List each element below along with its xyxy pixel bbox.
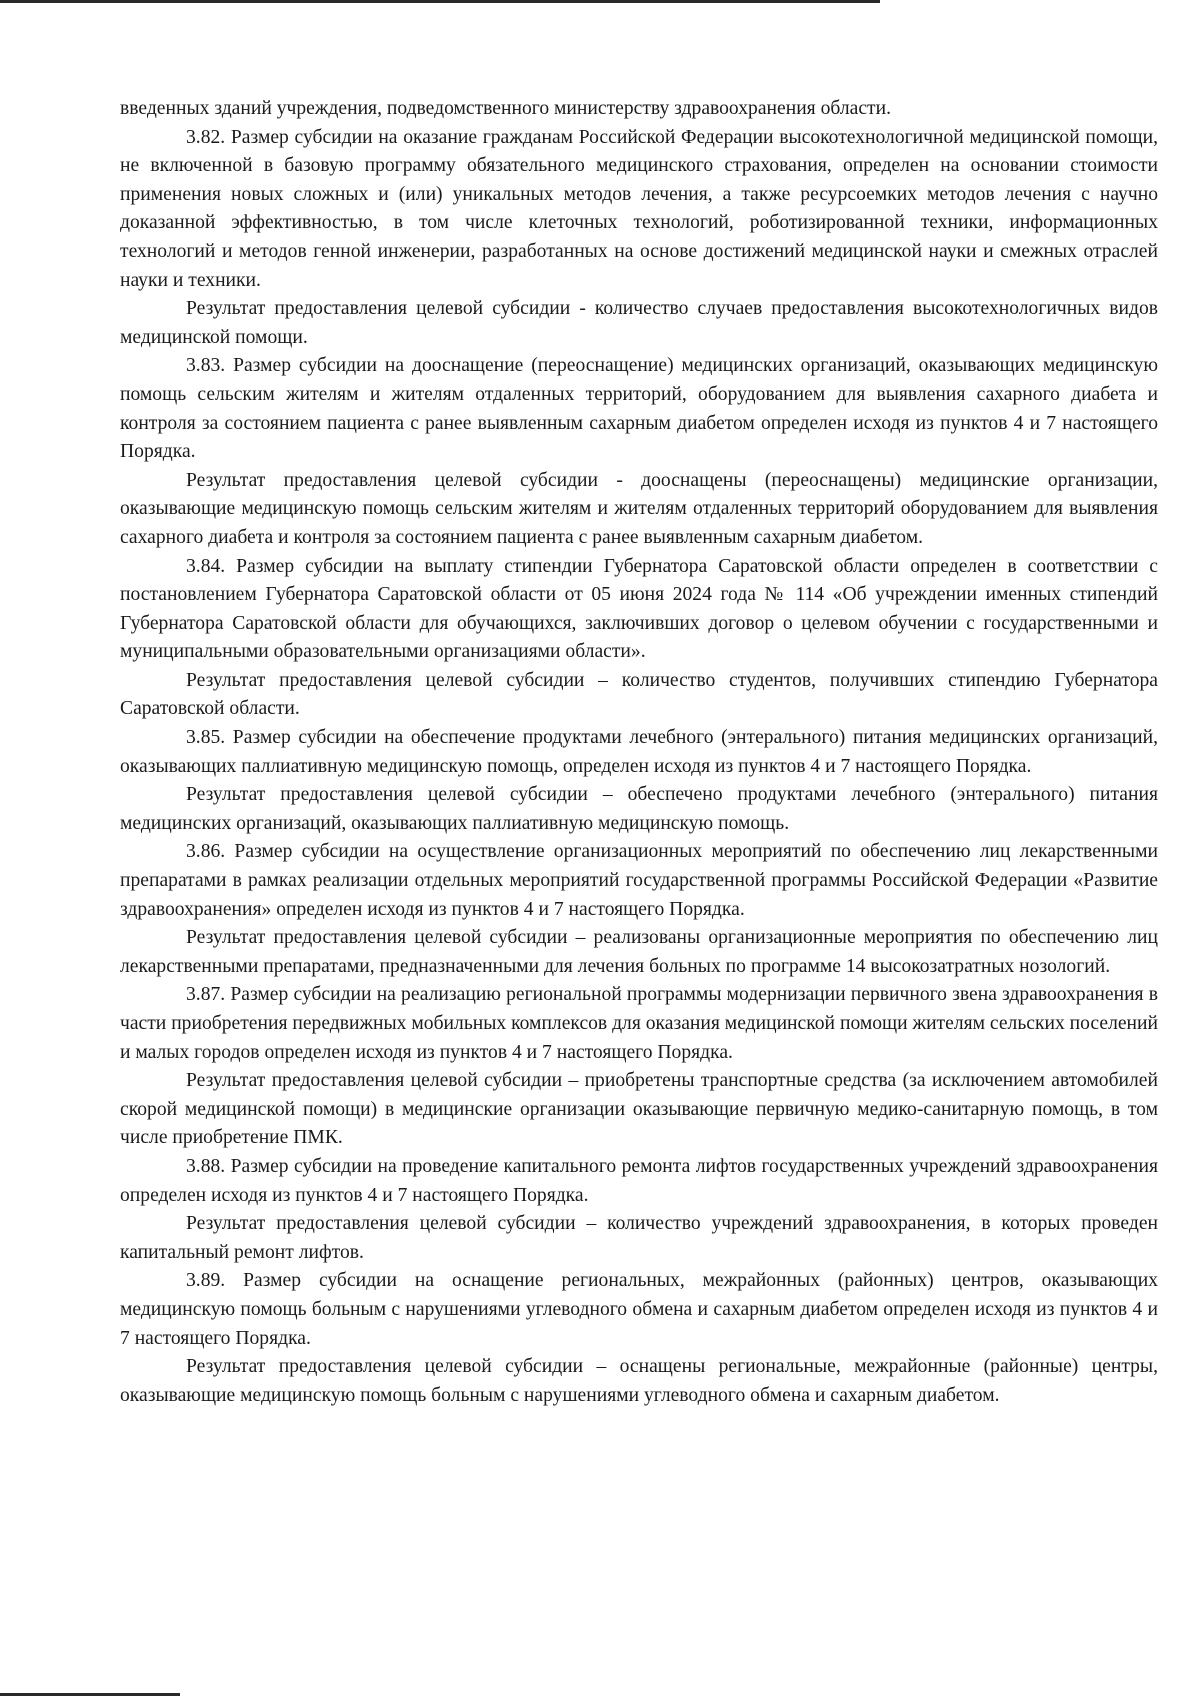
result-3-85: Результат предоставления целевой субсидии – обеспечено продуктами лечебного (энтерального) питания медицинских организаций, оказывающих паллиативную медицинскую помощь.: [120, 784, 1158, 834]
clause-3-83: 3.83. Размер субсидии на дооснащение (переоснащение) медицинских организаций, оказывающих медицинскую помощь сельским жителям и жителям отдаленных территорий, оборудованием для выявления сахарного диабета и контроля за состоянием пациента с ранее выявленным сахарным диабетом определен исходя из пунктов 4 и 7 настоящего Порядка.: [120, 355, 1158, 463]
clause-3-88: 3.88. Размер субсидии на проведение капитального ремонта лифтов государственных учреждений здравоохранения определен исходя из пунктов 4 и 7 настоящего Порядка.: [120, 1155, 1158, 1206]
document-page: [120, 95, 1158, 1410]
clause-3-86: 3.86. Размер субсидии на осуществление организационных мероприятий по обеспечению лиц лекарственными препаратами в рамках реализации отдельных мероприятий государственной программы Российской Федерации «Развитие здравоохранения» определен исходя из пунктов 4 и 7 настоящего Порядка.: [120, 841, 1158, 920]
clause-3-82: 3.82. Размер субсидии на оказание гражданам Российской Федерации высокотехнологичной медицинской помощи, не включенной в базовую программу обязательного медицинского страхования, определен на основании стоимости применения новых сложных и (или) уникальных методов лечения, а также ресурсоемких методов лечения с научно доказанной эффективностью, в том числе клеточных технологий, роботизированной техники, информационных технологий и методов генной инженерии, разработанных на основе достижений медицинской науки и смежных отраслей науки и техники.: [120, 126, 1158, 291]
clause-3-87: 3.87. Размер субсидии на реализацию региональной программы модернизации первичного звена здравоохранения в части приобретения передвижных мобильных комплексов для оказания медицинской помощи жителям сельских поселений и малых городов определен исходя из пунктов 4 и 7 настоящего Порядка.: [120, 984, 1158, 1063]
clause-3-85: 3.85. Размер субсидии на обеспечение продуктами лечебного (энтерального) питания медицинских организаций, оказывающих паллиативную медицинскую помощь, определен исходя из пунктов 4 и 7 настоящего Порядка.: [120, 727, 1158, 777]
clause-3-84: 3.84. Размер субсидии на выплату стипендии Губернатора Саратовской области определен в соответствии с постановлением Губернатора Саратовской области от 05 июня 2024 года № 114 «Об учреждении именных стипендий Губернатора Саратовской области для обучающихся, заключивших договор о целевом обучении с государственными и муниципальными образовательными организациями области».: [120, 555, 1158, 663]
top-rule: [0, 0, 880, 3]
result-3-89: Результат предоставления целевой субсидии – оснащены региональные, межрайонные (районные) центры, оказывающие медицинскую помощь больным с нарушениями углеводного обмена и сахарным диабетом.: [120, 1356, 1158, 1406]
result-3-86: Результат предоставления целевой субсидии – реализованы организационные мероприятия по обеспечению лиц лекарственными препаратами, предназначенными для лечения больных по программе 14 высокозатратных нозологий.: [120, 927, 1158, 977]
result-3-82: Результат предоставления целевой субсидии - количество случаев предоставления высокотехнологичных видов медицинской помощи.: [120, 298, 1158, 348]
paragraph-continuation: введенных зданий учреждения, подведомственного министерству здравоохранения области.: [120, 98, 891, 119]
result-3-88: Результат предоставления целевой субсидии – количество учреждений здравоохранения, в которых проведен капитальный ремонт лифтов.: [120, 1213, 1158, 1263]
result-3-87: Результат предоставления целевой субсидии – приобретены транспортные средства (за исключением автомобилей скорой медицинской помощи) в медицинские организации оказывающие первичную медико-санитарную помощь, в том числе приобретение ПМК.: [120, 1070, 1158, 1149]
result-3-83: Результат предоставления целевой субсидии - дооснащены (переоснащены) медицинские организации, оказывающие медицинскую помощь сельским жителям и жителям отдаленных территорий оборудованием для выявления сахарного диабета и контроля за состоянием пациента с ранее выявленным сахарным диабетом.: [120, 469, 1158, 548]
clause-3-89: 3.89. Размер субсидии на оснащение региональных, межрайонных (районных) центров, оказывающих медицинскую помощь больным с нарушениями углеводного обмена и сахарным диабетом определен исходя из пунктов 4 и 7 настоящего Порядка.: [120, 1270, 1158, 1349]
result-3-84: Результат предоставления целевой субсидии – количество студентов, получивших стипендию Губернатора Саратовской области.: [120, 669, 1158, 720]
